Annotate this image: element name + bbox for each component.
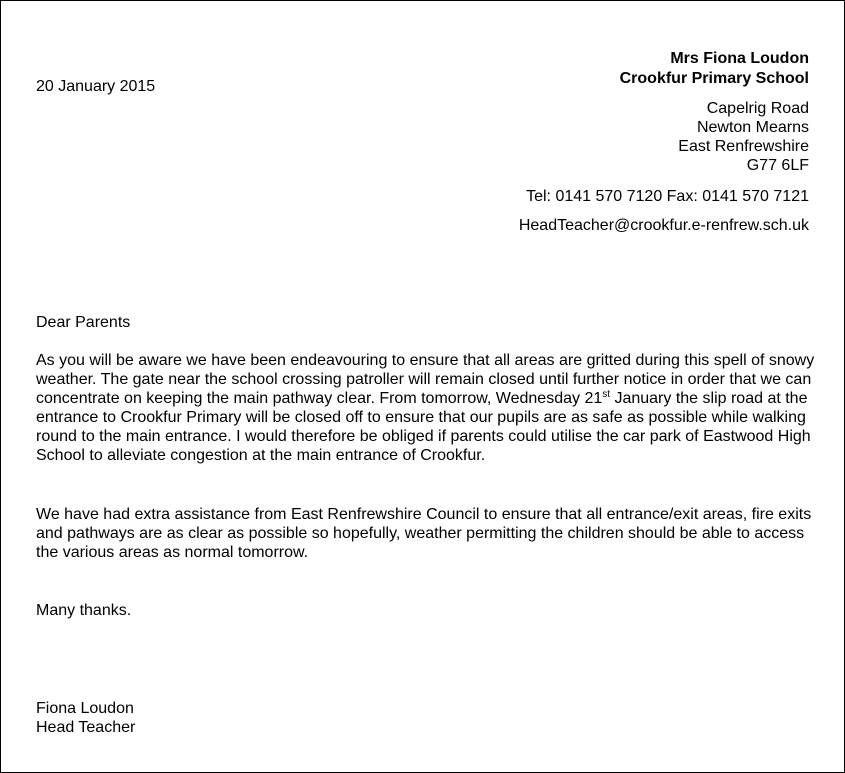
phone-fax: Tel: 0141 570 7120 Fax: 0141 570 7121 [526,188,809,205]
address-line-3: East Renfrewshire [678,138,809,155]
signature-name: Fiona Loudon [36,700,134,717]
body-paragraph-1 [36,351,816,465]
date-ordinal-suffix: st [602,389,611,400]
closing: Many thanks. [36,602,132,619]
address-line-1: Capelrig Road [706,100,809,117]
body-paragraph-2: We have had extra assistance from East Renfrewshire Council to ensure that all entrance/exit areas, fire exits and pathways are as clear as possible so hopefully, weather permitting the children should be able to access the various areas as normal tomorrow. [36,506,812,561]
sender-name: Mrs Fiona Loudon [670,50,809,67]
paragraph-1-text-a: As you will be aware we have been endeavouring to ensure that all areas are gritted during this spell of snowy weather. The gate near the school crossing patroller will remain closed until further notice in order that we can concentrate on keeping the main pathway clear. From tomorrow, Wednesday 21 [36,352,815,407]
school-name: Crookfur Primary School [619,70,809,87]
letter-date: 20 January 2015 [36,78,156,95]
salutation: Dear Parents [36,314,131,331]
paragraph-1-text-b: January the slip road at the entrance to Crookfur Primary will be closed off to ensure that our pupils are as safe as possible while walking round to the main entrance. I would therefore be obliged if parents could utilise the car park of Eastwood High School to alleviate congestion at the main entrance of Crookfur. [36,390,811,464]
address-postcode: G77 6LF [746,157,809,174]
signature-title: Head Teacher [36,719,136,736]
email-address: HeadTeacher@crookfur.e-renfrew.sch.uk [518,217,809,234]
address-line-2: Newton Mearns [696,119,809,136]
